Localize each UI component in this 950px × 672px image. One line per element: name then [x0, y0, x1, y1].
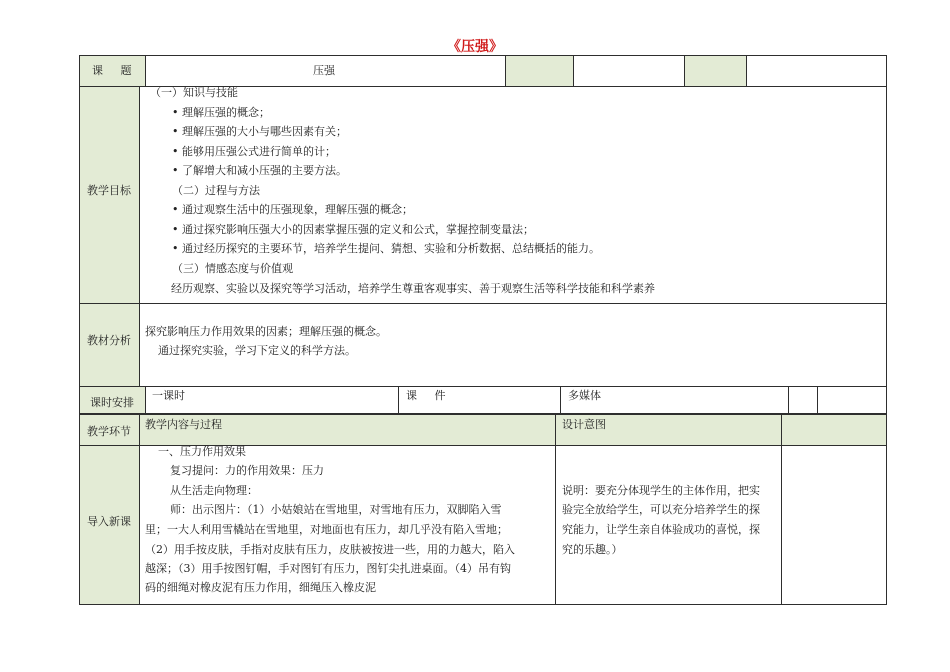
goals-line: 经历观察、实验以及探究等学习活动，培养学生尊重客观事实、善于观察生活等科学技能和科学素养 — [171, 282, 655, 295]
intro-label: 导入新课 — [87, 515, 131, 528]
intro-line: 复习提问：力的作用效果：压力 — [170, 464, 324, 477]
intro-line: 从生活走向物理： — [170, 484, 258, 497]
intent-line: 说明：要充分体现学生的主体作用，把实 — [562, 484, 760, 497]
content-header: 教学内容与过程 — [145, 418, 222, 431]
goals-line: • 能够用压强公式进行简单的计； — [172, 145, 336, 158]
intro-line: 码的细绳对橡皮泥有压力作用，细绳压入橡皮泥 — [145, 581, 376, 594]
goals-line: • 通过经历探究的主要环节，培养学生提问、猜想、实验和分析数据、总结概括的能力。 — [172, 242, 600, 255]
material-line: 探究影响压力作用效果的因素；理解压强的概念。 — [145, 325, 387, 338]
goals-line: （一）知识与技能 — [150, 86, 238, 99]
topic-value: 压强 — [313, 64, 335, 77]
goals-line: • 通过探究影响压强大小的因素掌握压强的定义和公式，掌握控制变量法； — [172, 223, 534, 236]
intro-line: 越深；（3）用手按图钉帽，手对图钉有压力，图钉尖扎进桌面。（4）吊有钩 — [145, 562, 511, 575]
schedule-hours: 一课时 — [152, 389, 185, 402]
courseware-label: 课 件 — [406, 389, 446, 402]
topic-label: 课 题 — [92, 64, 132, 77]
goals-label: 教学目标 — [87, 184, 131, 197]
material-label: 教材分析 — [87, 334, 131, 347]
schedule-label: 课时安排 — [90, 396, 134, 409]
intro-line: 一、压力作用效果 — [158, 445, 246, 458]
intro-line: 里；一大人利用雪橇站在雪地里，对地面也有压力，却几乎没有陷入雪地； — [145, 523, 508, 536]
intro-line: 师：出示图片：（1）小姑娘站在雪地里，对雪地有压力，双脚陷入雪 — [170, 503, 502, 516]
goals-line: （三）情感态度与价值观 — [172, 262, 293, 275]
stage-header: 教学环节 — [87, 425, 131, 438]
blank-shaded-cell-1 — [505, 56, 573, 86]
intent-line: 验完全放给学生，可以充分培养学生的探 — [562, 503, 760, 516]
blank-shaded-cell-2 — [684, 56, 746, 86]
goals-line: • 理解压强的概念； — [172, 106, 270, 119]
goals-line: （二）过程与方法 — [172, 184, 260, 197]
material-line: 通过探究实验，学习下定义的科学方法。 — [158, 344, 356, 357]
goals-line: • 了解增大和减小压强的主要方法。 — [172, 164, 347, 177]
goals-line: • 理解压强的大小与哪些因素有关； — [172, 125, 347, 138]
intent-line: 究能力，让学生亲自体验成功的喜悦，探 — [562, 523, 760, 536]
courseware-value: 多媒体 — [568, 389, 601, 402]
document-title: 《压强》 — [447, 39, 503, 55]
goals-line: • 通过观察生活中的压强现象，理解压强的概念； — [172, 203, 413, 216]
intent-header: 设计意图 — [562, 418, 606, 431]
intent-line: 究的乐趣。） — [562, 543, 623, 556]
intro-line: （2）用手按皮肤，手指对皮肤有压力，皮肤被按进一些，用的力越大，陷入 — [145, 543, 515, 556]
